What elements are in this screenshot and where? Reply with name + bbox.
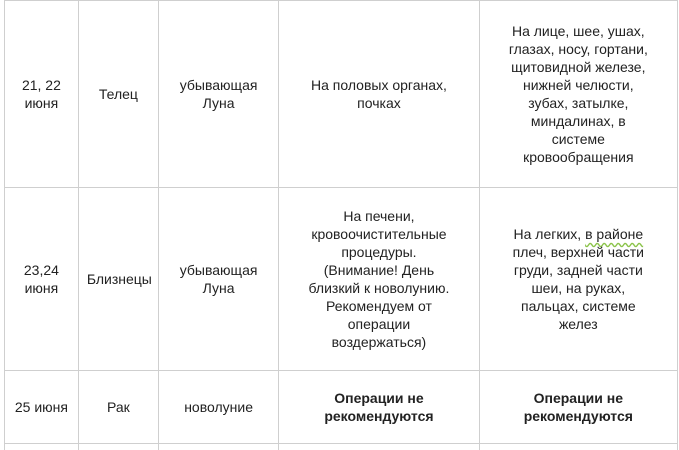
moon-phase-cell: новолуние — [158, 371, 278, 444]
avoid-text-part: плеч, верхней части груди, задней части шеи, на руках, пальцах, системе желез — [513, 244, 644, 332]
empty-cell — [158, 444, 278, 450]
moon-phase-cell: убывающая Луна — [158, 188, 278, 371]
avoid-text-part: На легких, — [514, 226, 586, 242]
table-row — [5, 1, 678, 188]
date-cell: 21, 22 июня — [5, 1, 79, 188]
zodiac-sign-cell: Телец — [78, 1, 158, 188]
recommended-organs-cell: На половых органах, почках — [279, 1, 479, 188]
avoid-organs-cell: На лице, шее, ушах, глазах, носу, гортани, щитовидной железе, нижней челюсти, зубах, затылке, миндалинах, в системе кровообращения — [479, 1, 677, 188]
spellcheck-underlined-text: в районе — [585, 226, 643, 242]
empty-cell — [5, 444, 79, 450]
zodiac-sign-cell: Рак — [78, 371, 158, 444]
recommended-organs-cell: На печени, кровоочистительные процедуры. (Внимание! День близкий к новолунию. Рекомендуем от операции воздержаться) — [279, 188, 479, 371]
avoid-organs-cell: Операции не рекомендуются — [479, 371, 677, 444]
astrology-operations-table — [4, 0, 678, 450]
date-cell: 23,24 июня — [5, 188, 79, 371]
table-row — [5, 444, 678, 450]
empty-cell — [78, 444, 158, 450]
date-cell: 25 июня — [5, 371, 79, 444]
table-row — [5, 188, 678, 371]
recommended-organs-cell: Операции не рекомендуются — [279, 371, 479, 444]
empty-cell — [279, 444, 479, 450]
zodiac-sign-cell: Близнецы — [78, 188, 158, 371]
avoid-organs-cell — [479, 188, 677, 371]
table-row — [5, 371, 678, 444]
empty-cell — [479, 444, 677, 450]
moon-phase-cell: убывающая Луна — [158, 1, 278, 188]
